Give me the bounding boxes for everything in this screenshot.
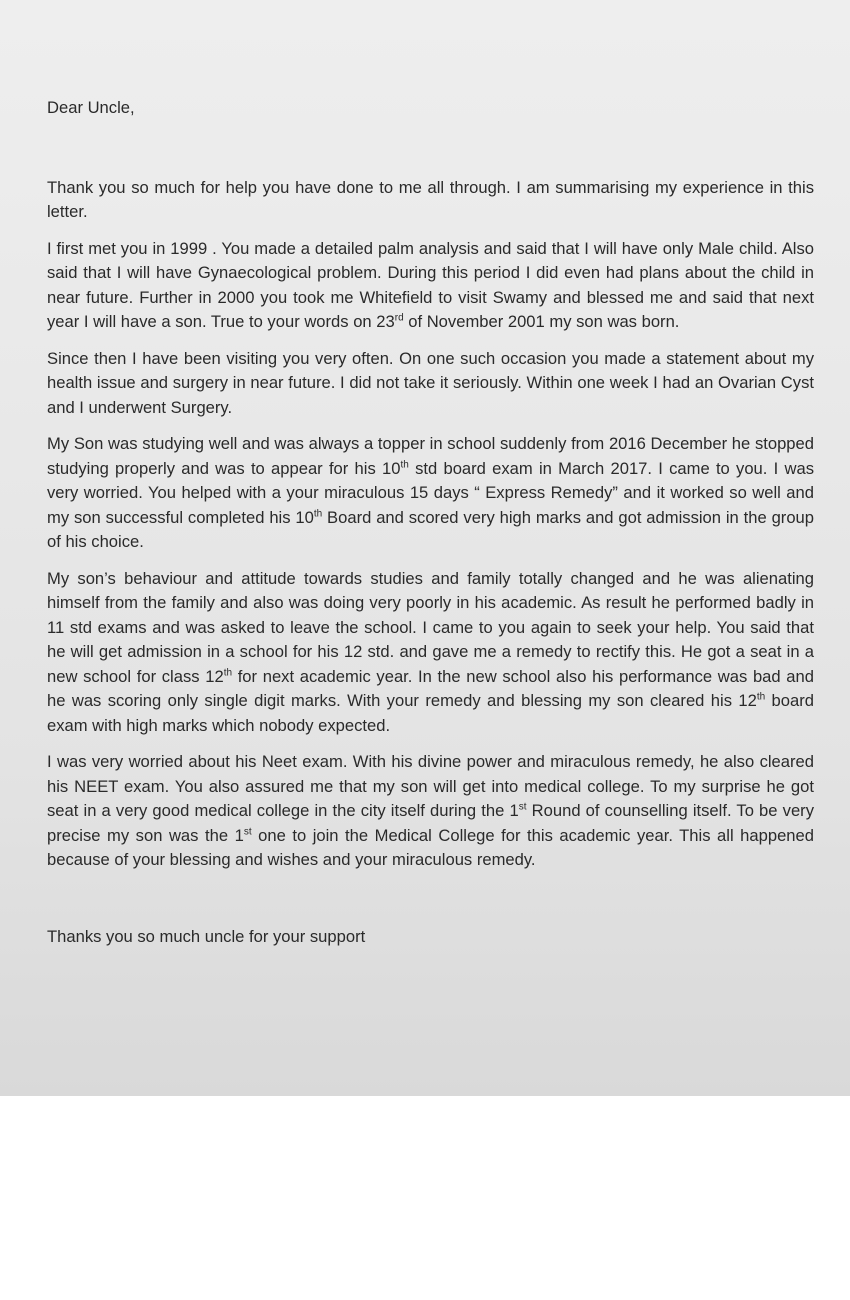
letter-paragraph: Since then I have been visiting you very often. On one such occasion you made a statement about my health issue and surgery in near future. I did not take it seriously. Within one week I had an Ovarian Cyst and I underwent Surgery. <box>47 348 814 417</box>
letter-paragraph: I first met you in 1999 . You made a detailed palm analysis and said that I will have only Male child. Also said that I will have Gynaecological problem. During this period I did even had plans about the child in near future. Further in 2000 you took me Whitefield to visit Swamy and blessed me and said that next year I will have a son. True to your words on 23rd of November 2001 my son was born. <box>47 238 814 331</box>
ordinal-suffix: th <box>313 507 323 519</box>
ordinal-suffix: th <box>756 691 766 703</box>
letter-paragraph: My Son was studying well and was always a topper in school suddenly from 2016 December he stopped studying properly and was to appear for his 10th std board exam in March 2017. I came to you. I was very worried. You helped with a your miraculous 15 days “ Express Remedy” and it worked so well and my son successful completed his 10th Board and scored very high marks and got admission in the group of his choice. <box>47 434 815 551</box>
letter-paragraph: I was very worried about his Neet exam. With his divine power and miraculous remedy, he also cleared his NEET exam. You also assured me that my son will get into medical college. To my surprise he got seat in a very good medical college in the city itself during the 1st Round of counselling itself. To be very precise my son was the 1st one to join the Medical College for this academic year. This all happened because of your blessing and wishes and your miraculous remedy. <box>47 752 814 869</box>
ordinal-suffix: th <box>223 666 233 678</box>
letter-paragraphs <box>47 176 814 873</box>
ordinal-suffix: rd <box>394 312 404 324</box>
ordinal-suffix: st <box>243 825 252 837</box>
closing-line: Thanks you so much uncle for your support <box>47 926 366 946</box>
ordinal-suffix: th <box>400 458 409 470</box>
letter-body <box>47 96 814 949</box>
salutation: Dear Uncle, <box>47 98 135 117</box>
ordinal-suffix: st <box>518 801 527 813</box>
letter-paragraph: My son’s behaviour and attitude towards studies and family totally changed and he was alienating himself from the family and also was doing very poorly in his academic. As result he performed badly in 11 std exams and was asked to leave the school. I came to you again to seek your help. You said that he will get admission in a school for his 12 std. and gave me a remedy to rectify this. He got a seat in a new school for class 12th for next academic year. In the new school also his performance was bad and he was scoring only single digit marks. With your remedy and blessing my son cleared his 12th board exam with high marks which nobody expected. <box>47 568 814 735</box>
letter-paragraph: Thank you so much for help you have done to me all through. I am summarising my experience in this letter. <box>47 177 814 221</box>
